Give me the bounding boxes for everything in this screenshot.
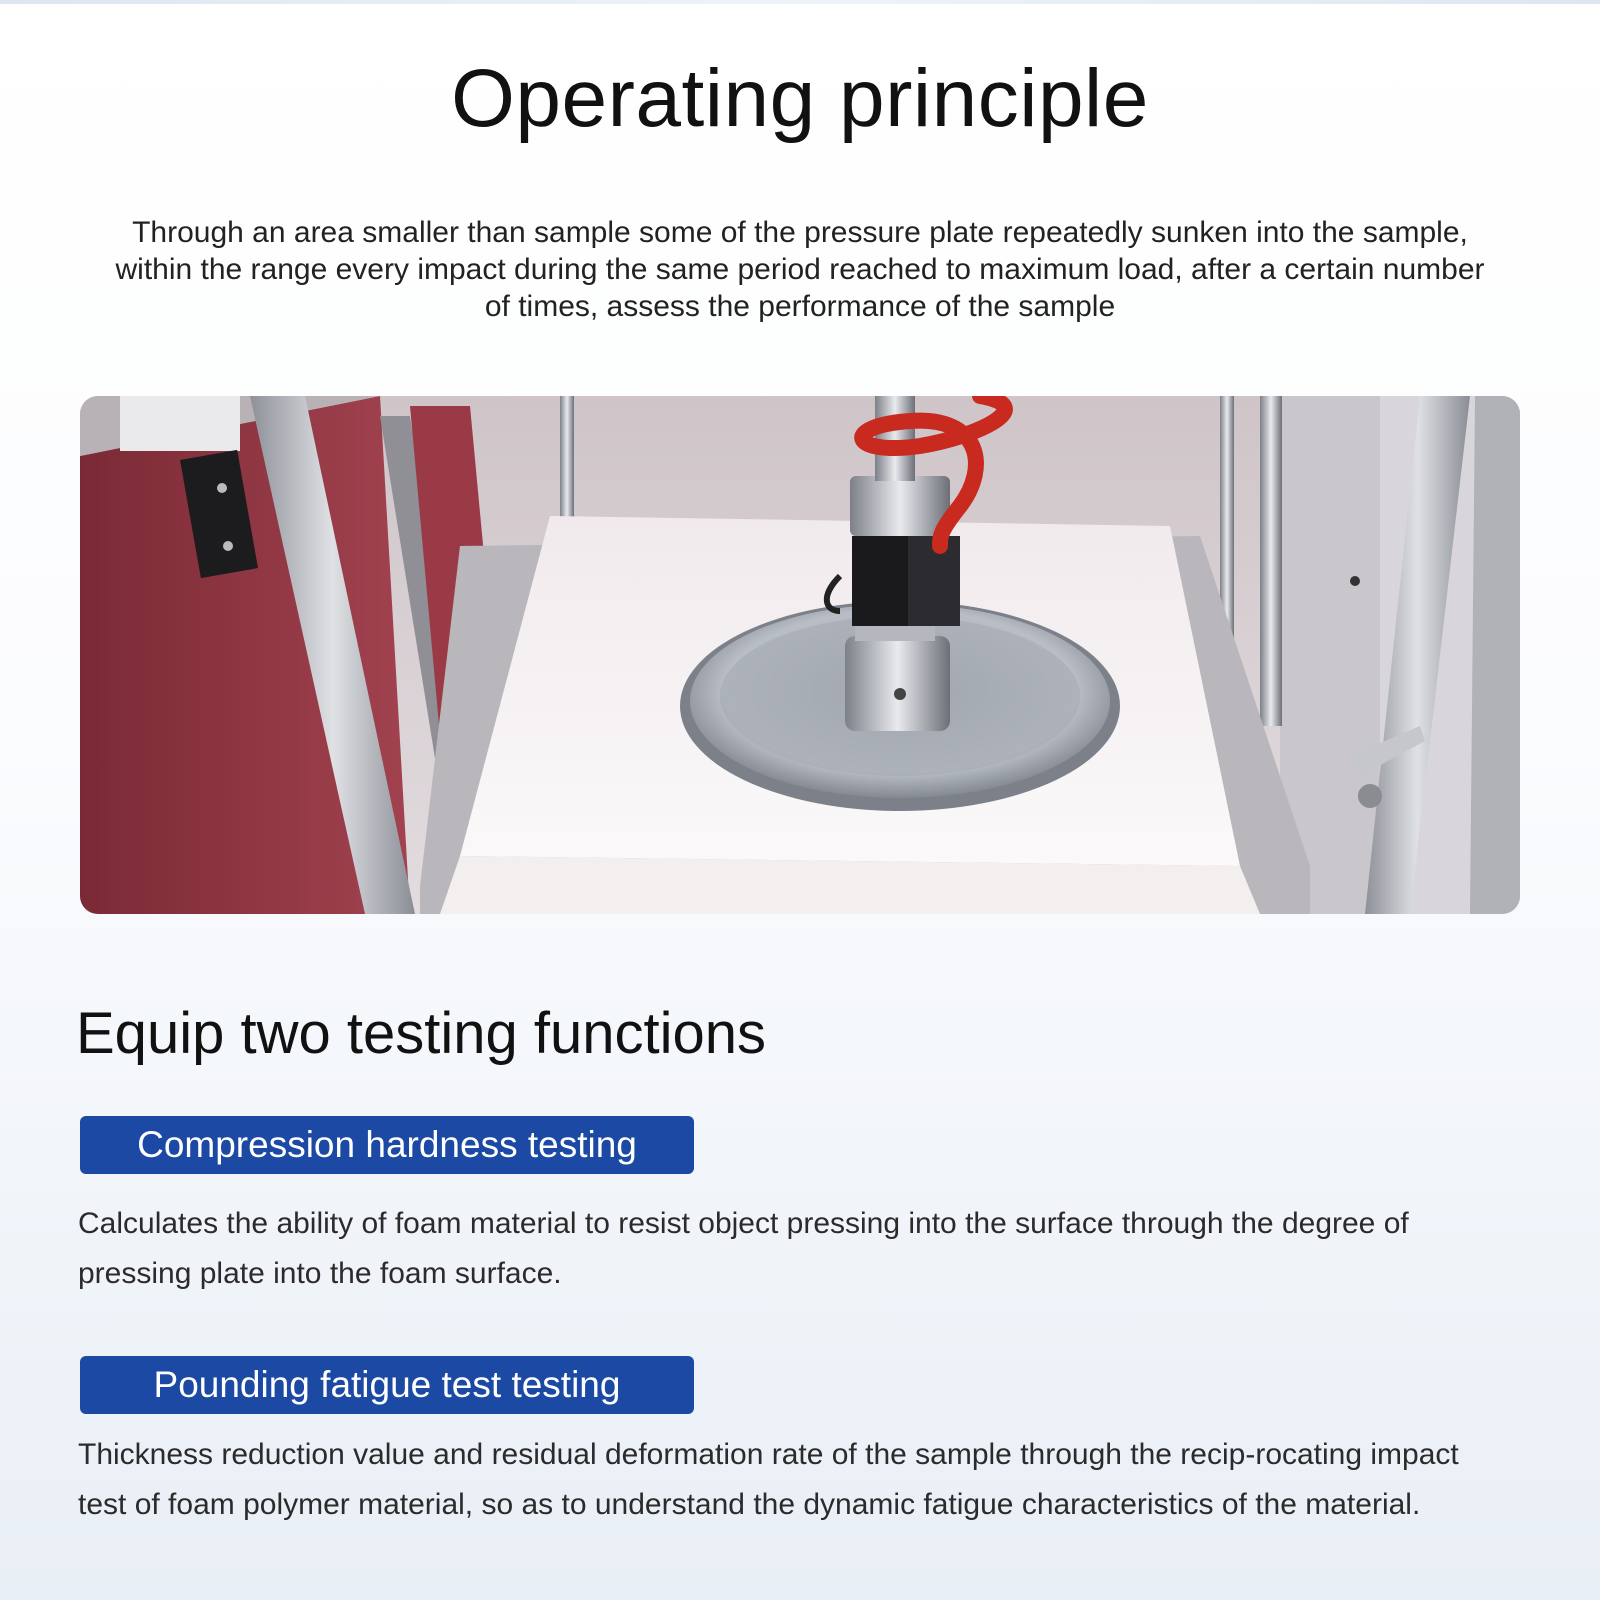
- top-divider: [0, 0, 1600, 4]
- functions-title: Equip two testing functions: [76, 1001, 766, 1066]
- function-badge-pounding-fatigue: Pounding fatigue test testing: [80, 1356, 694, 1414]
- function-description-compression: Calculates the ability of foam material to resist object pressing into the surface through the degree of pressing plate into the foam surface.: [78, 1207, 1409, 1290]
- function-badge-compression: Compression hardness testing: [80, 1116, 694, 1174]
- page-title: Operating principle: [451, 53, 1149, 144]
- function-description-pounding-fatigue: Thickness reduction value and residual deformation rate of the sample through the recip-rocating impact test of foam polymer material, so as to understand the dynamic fatigue characteristics of the material.: [78, 1438, 1459, 1521]
- intro-paragraph: Through an area smaller than sample some of the pressure plate repeatedly sunken into the sample, within the range every impact during the same period reached to maximum load, after a certain number of times, assess the performance of the sample: [115, 216, 1485, 323]
- machine-illustration: [80, 396, 1520, 914]
- machine-photo: [80, 396, 1520, 914]
